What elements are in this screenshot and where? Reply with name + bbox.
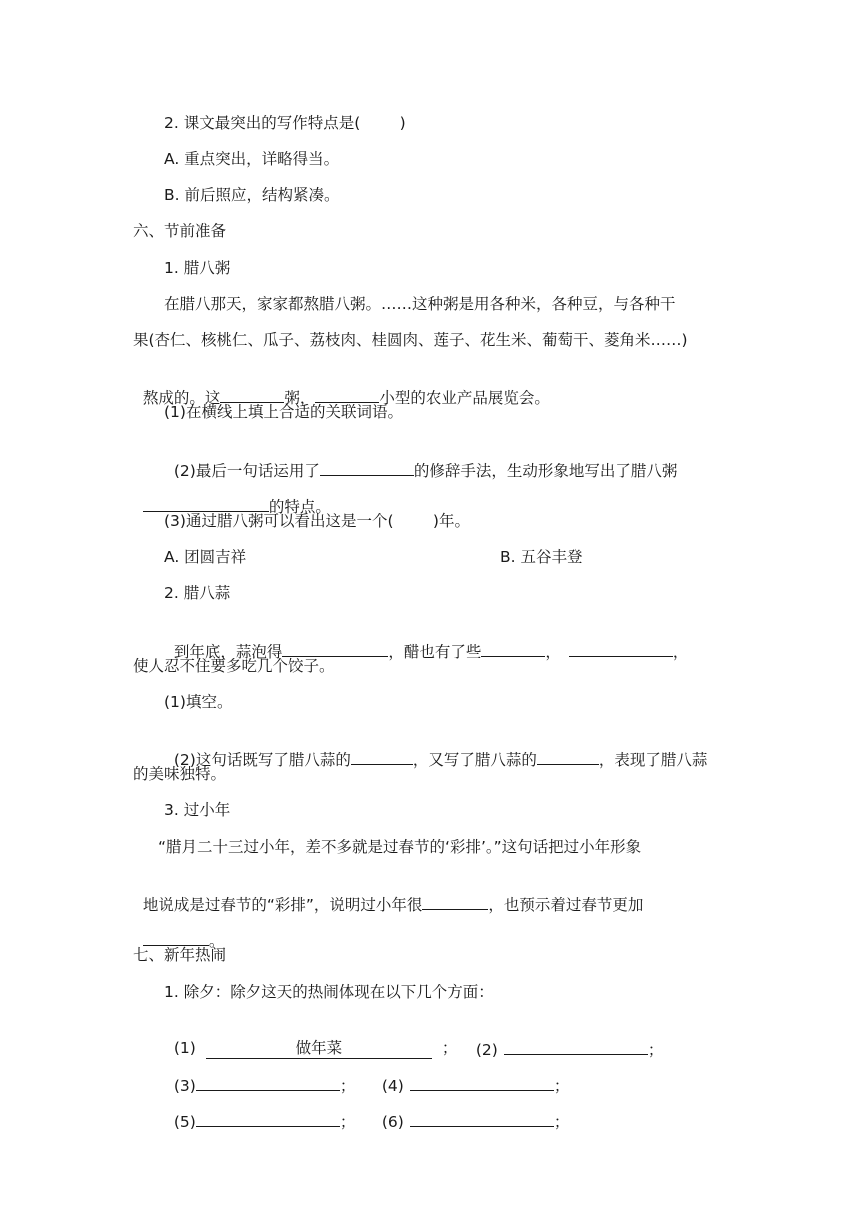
section-6-title: 六、节前准备 [133, 222, 227, 240]
answer-item-2: (2) ； [466, 1018, 663, 1060]
answer-item-3: (3) ； [164, 1054, 355, 1096]
blank[interactable] [282, 640, 388, 657]
answer-blank[interactable]: 做年菜 [206, 1038, 432, 1059]
passage-line: 到年底，蒜泡得 ，醋也有了些 ， ， [164, 620, 688, 662]
question-item: (3)通过腊八粥可以看出这是一个( )年。 [164, 512, 470, 530]
question-item: 的美味独特。 [133, 765, 227, 783]
option-a: A. 团圆吉祥 [164, 548, 247, 566]
answer-item-1: (1) 做年菜 ； [173, 1039, 458, 1057]
answer-item-5: (5) ； [164, 1090, 355, 1132]
blank[interactable] [351, 748, 413, 765]
question-item: (1)在横线上填上合适的关联词语。 [164, 403, 403, 421]
subsection-laba-porridge-title: 1. 腊八粥 [164, 259, 231, 277]
answer-blank[interactable] [196, 1074, 340, 1091]
blank[interactable] [143, 495, 269, 512]
option-b: B. 前后照应，结构紧凑。 [164, 186, 340, 204]
blank[interactable] [481, 640, 545, 657]
answer-blank[interactable] [410, 1074, 554, 1091]
subsection-laba-garlic-title: 2. 腊八蒜 [164, 584, 231, 602]
passage-line: 熬成的。这 粥， 小型的农业产品展览会。 [133, 366, 550, 408]
answer-blank[interactable] [504, 1038, 648, 1055]
blank[interactable] [143, 929, 209, 946]
answer-item-6: (6) ； [372, 1090, 569, 1132]
passage-line: 在腊八那天，家家都熬腊八粥。……这种粥是用各种米，各种豆，与各种干 [164, 295, 676, 313]
answer-blank[interactable] [196, 1110, 340, 1127]
blank[interactable] [320, 459, 414, 476]
blank[interactable] [422, 893, 488, 910]
option-b: B. 五谷丰登 [500, 548, 583, 566]
option-a: A. 重点突出，详略得当。 [164, 150, 340, 168]
subsection-new-year-eve-title: 1. 除夕：除夕这天的热闹体现在以下几个方面： [164, 983, 494, 1001]
question-item: 的特点。 [133, 475, 331, 517]
blank[interactable] [315, 386, 379, 403]
blank[interactable] [569, 640, 673, 657]
blank[interactable] [220, 386, 284, 403]
section-7-title: 七、新年热闹 [133, 946, 227, 964]
question-item: (2)最后一句话运用了 的修辞手法，生动形象地写出了腊八粥 [164, 439, 677, 481]
answer-item-4: (4) ； [372, 1054, 569, 1096]
passage-line: 地说成是过春节的“彩排”，说明过小年很 ，也预示着过春节更加 [133, 873, 643, 915]
blank[interactable] [537, 748, 599, 765]
passage-line: “腊月二十三过小年，差不多就是过春节的‘彩排’。”这句话把过小年形象 [158, 838, 642, 856]
passage-line: 使人忍不住要多吃几个饺子。 [133, 657, 335, 675]
question-item: (2)这句话既写了腊八蒜的 ，又写了腊八蒜的 ，表现了腊八蒜 [164, 728, 707, 770]
passage-line: 果(杏仁、核桃仁、瓜子、荔枝肉、桂圆肉、莲子、花生米、葡萄干、菱角米……) [133, 331, 688, 349]
subsection-little-new-year-title: 3. 过小年 [164, 801, 231, 819]
passage-line: 。 [133, 909, 224, 951]
question-2: 2. 课文最突出的写作特点是( ) [164, 114, 406, 132]
question-item: (1)填空。 [164, 693, 233, 711]
answer-blank[interactable] [410, 1110, 554, 1127]
